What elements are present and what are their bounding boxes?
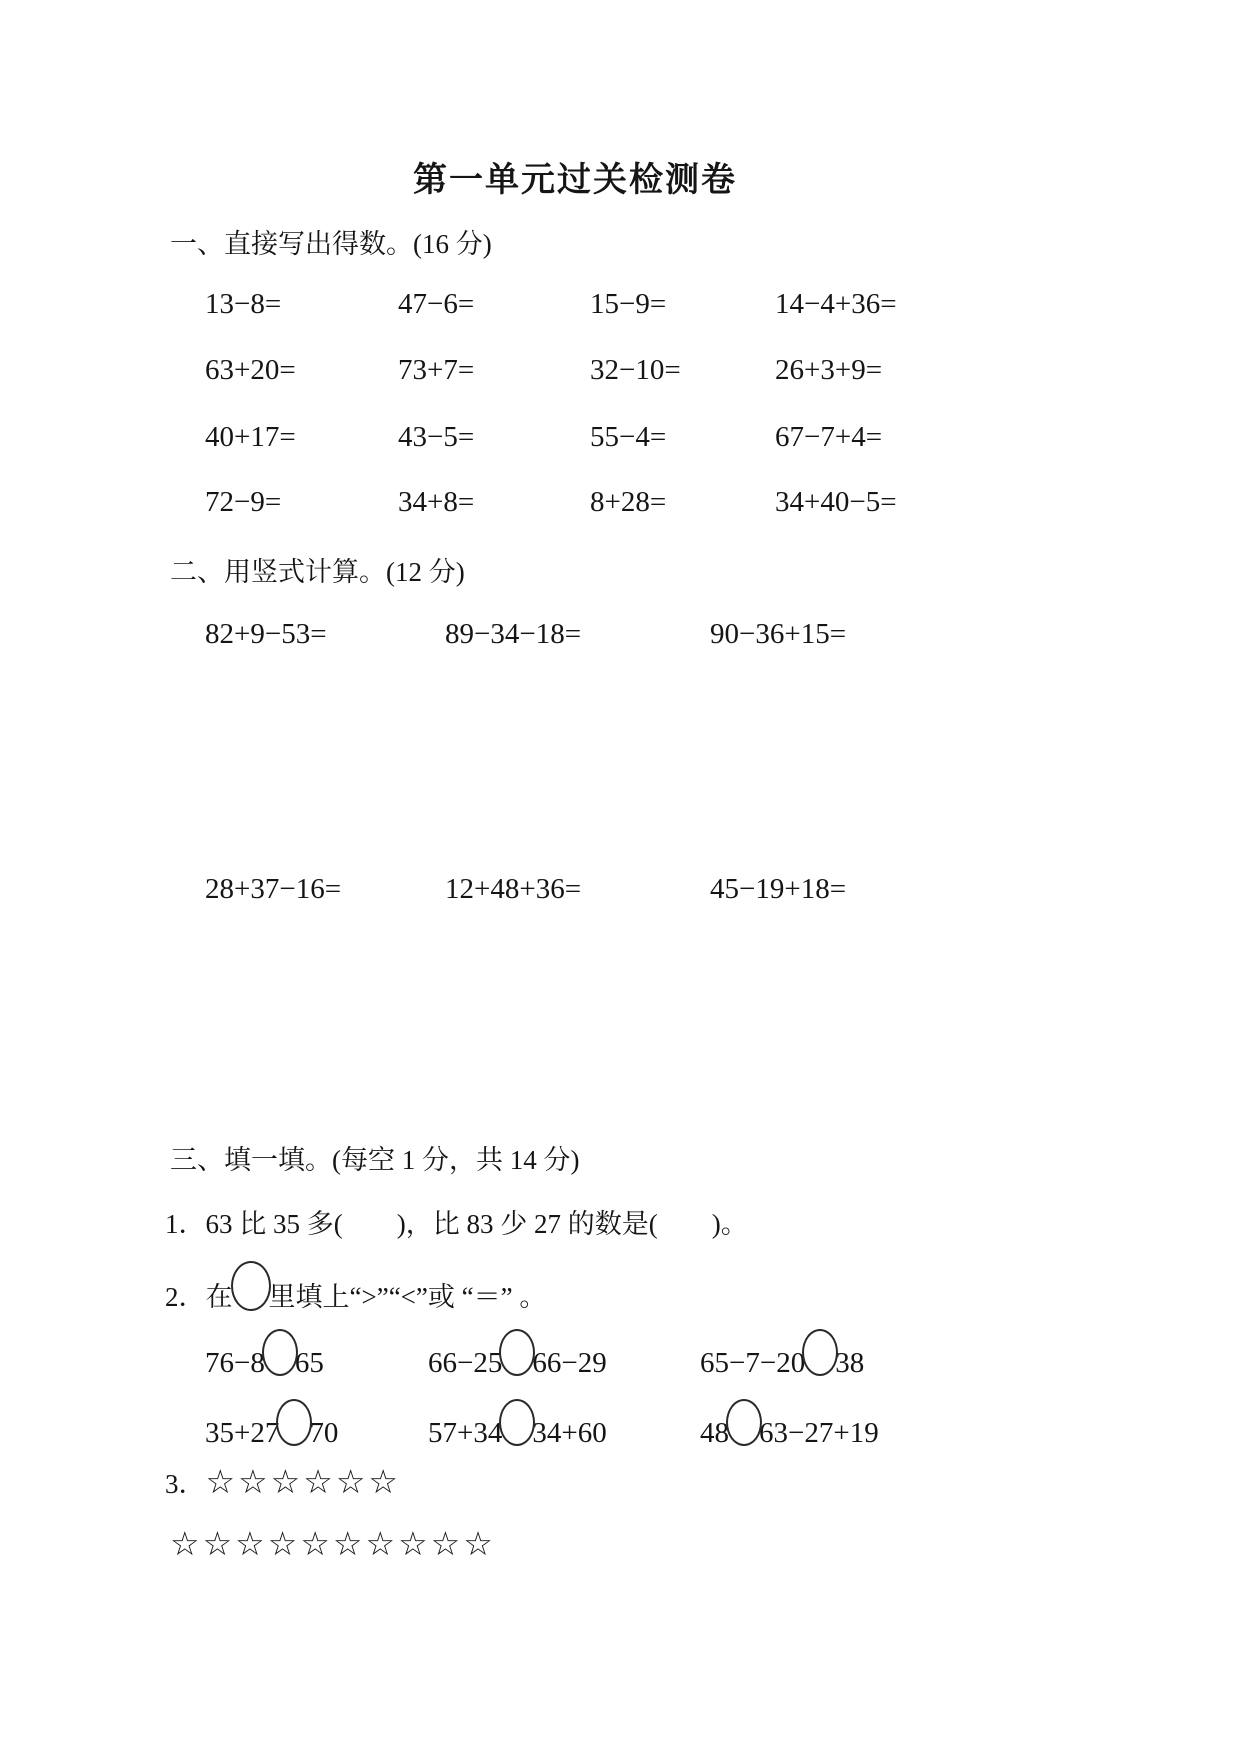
vertical-calc-problem: 45−19+18= xyxy=(710,873,847,905)
vertical-calc-problem: 82+9−53= xyxy=(205,618,327,650)
calc-problem: 67−7+4= xyxy=(775,421,883,453)
compare-left: 57+34 xyxy=(428,1417,503,1450)
calc-problem: 34+40−5= xyxy=(775,486,897,518)
fill-blank-item-1: 1．63 比 35 多( )，比 83 少 27 的数是( )。 xyxy=(165,1209,748,1239)
vertical-calc-problem: 89−34−18= xyxy=(445,618,582,650)
star-row-1: ☆☆☆☆☆☆ xyxy=(205,1465,402,1501)
calc-problem: 40+17= xyxy=(205,421,296,453)
compare-left: 76−8 xyxy=(205,1347,265,1380)
calc-problem: 63+20= xyxy=(205,354,296,386)
star-row-2: ☆☆☆☆☆☆☆☆☆☆ xyxy=(170,1527,496,1563)
page-title: 第一单元过关检测卷 xyxy=(413,161,737,199)
compare-expression xyxy=(700,1342,864,1389)
calc-problem: 34+8= xyxy=(398,486,475,518)
calc-problem: 15−9= xyxy=(590,288,667,320)
compare-left: 65−7−20 xyxy=(700,1347,806,1380)
compare-right: 66−29 xyxy=(532,1347,607,1380)
compare-right: 70 xyxy=(309,1417,339,1450)
comparison-circle-icon xyxy=(231,1261,271,1311)
comparison-circle-icon xyxy=(499,1329,535,1376)
calc-problem: 13−8= xyxy=(205,288,282,320)
compare-right: 34+60 xyxy=(532,1417,607,1450)
compare-left: 48 xyxy=(700,1417,729,1450)
calc-problem: 55−4= xyxy=(590,421,667,453)
calc-problem: 72−9= xyxy=(205,486,282,518)
vertical-calc-problem: 90−36+15= xyxy=(710,618,847,650)
comparison-circle-icon xyxy=(802,1329,838,1376)
compare-right: 38 xyxy=(835,1347,865,1380)
section2-heading: 二、用竖式计算。(12 分) xyxy=(170,557,465,587)
compare-expression xyxy=(205,1412,338,1459)
calc-problem: 8+28= xyxy=(590,486,667,518)
comparison-circle-icon xyxy=(276,1399,312,1446)
compare-left: 35+27 xyxy=(205,1417,280,1450)
comparison-circle-icon xyxy=(726,1399,762,1446)
calc-problem: 43−5= xyxy=(398,421,475,453)
vertical-calc-problem: 12+48+36= xyxy=(445,873,582,905)
compare-right: 63−27+19 xyxy=(759,1417,879,1450)
calc-problem: 32−10= xyxy=(590,354,681,386)
calc-problem: 73+7= xyxy=(398,354,475,386)
item3-prefix: 3． xyxy=(165,1469,206,1499)
section1-heading: 一、直接写出得数。(16 分) xyxy=(170,229,492,259)
compare-expression xyxy=(700,1412,879,1459)
section3-heading: 三、填一填。(每空 1 分，共 14 分) xyxy=(170,1145,580,1175)
fill-blank-item-2 xyxy=(165,1275,546,1325)
compare-expression xyxy=(428,1342,607,1389)
compare-expression xyxy=(428,1412,607,1459)
compare-left: 66−25 xyxy=(428,1347,503,1380)
item2-prefix: 2．在 xyxy=(165,1282,233,1313)
calc-problem: 14−4+36= xyxy=(775,288,897,320)
compare-right: 65 xyxy=(294,1347,324,1380)
calc-problem: 26+3+9= xyxy=(775,354,883,386)
compare-expression xyxy=(205,1342,324,1389)
item2-suffix: 里填上“>”“<”或 “＝” 。 xyxy=(268,1282,547,1313)
comparison-circle-icon xyxy=(499,1399,535,1446)
star-count-item-3 xyxy=(165,1462,401,1502)
calc-problem: 47−6= xyxy=(398,288,475,320)
vertical-calc-problem: 28+37−16= xyxy=(205,873,342,905)
comparison-circle-icon xyxy=(262,1329,298,1376)
